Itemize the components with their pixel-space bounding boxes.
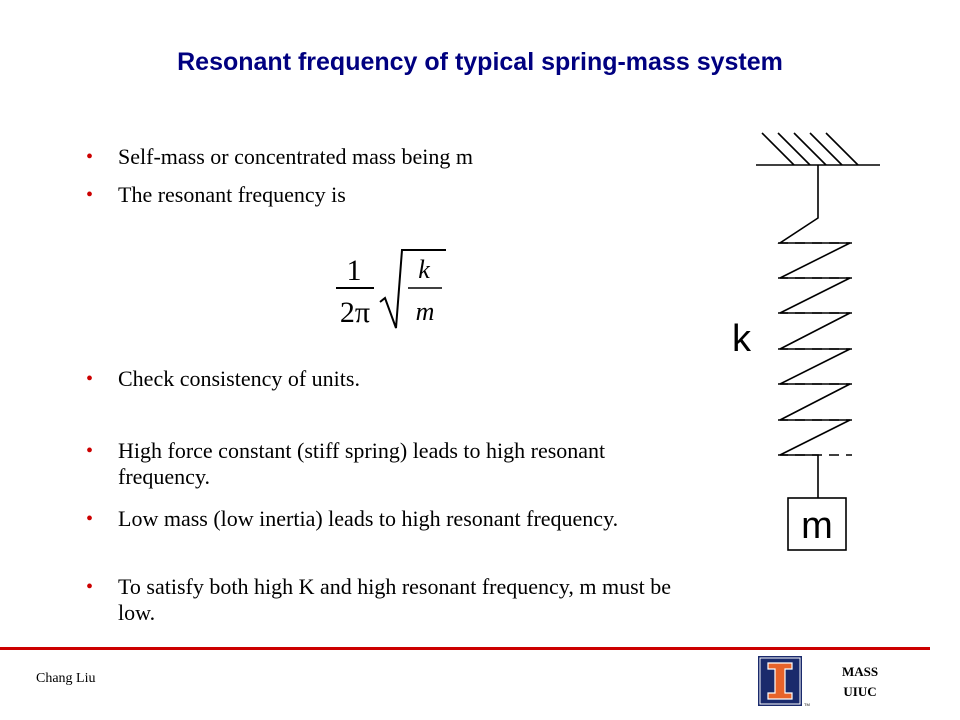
formula-radicand-top: k	[418, 255, 430, 284]
bullet-text: To satisfy both high K and high resonant frequency, m must be low.	[118, 574, 672, 625]
bullet-item	[86, 506, 676, 532]
illinois-logo-icon	[758, 656, 808, 708]
spring-label: k	[732, 318, 751, 360]
organization-line-2: UIUC	[843, 684, 877, 699]
bullet-dot-icon: •	[86, 440, 94, 462]
bullet-item	[86, 144, 676, 170]
bullet-dot-icon: •	[86, 576, 94, 598]
bullet-text: Low mass (low inertia) leads to high resonant frequency.	[118, 506, 619, 531]
organization-label	[832, 662, 888, 702]
logo-trademark: TM	[804, 702, 810, 707]
bullet-text: Check consistency of units.	[118, 366, 360, 391]
organization-line-1: MASS	[841, 664, 879, 679]
mass-label: m	[801, 505, 833, 547]
slide-title: Resonant frequency of typical spring-mass system	[177, 48, 783, 76]
formula-radicand-bottom: m	[415, 297, 435, 326]
bullet-item	[86, 438, 676, 490]
spring-mass-diagram	[720, 120, 900, 560]
bullet-dot-icon: •	[86, 508, 94, 530]
bullet-dot-icon: •	[86, 184, 94, 206]
bullet-dot-icon: •	[86, 146, 94, 168]
square-root-sign-icon	[380, 250, 446, 328]
bullet-item	[86, 366, 676, 392]
bullet-dot-icon: •	[86, 368, 94, 390]
formula-denominator: 2π	[339, 296, 371, 329]
bullet-text: High force constant (stiff spring) leads to high resonant frequency.	[118, 438, 606, 489]
bullet-text: Self-mass or concentrated mass being m	[118, 144, 473, 169]
author-name: Chang Liu	[36, 671, 96, 686]
bullet-item	[86, 574, 676, 626]
resonant-frequency-formula	[330, 244, 450, 334]
formula-numerator: 1	[346, 254, 362, 287]
ground-hatch-icon	[756, 133, 880, 165]
bullet-text: The resonant frequency is	[118, 182, 346, 207]
bullet-item	[86, 182, 676, 208]
footer-divider	[0, 647, 930, 650]
spring-coil-icon	[780, 165, 850, 498]
